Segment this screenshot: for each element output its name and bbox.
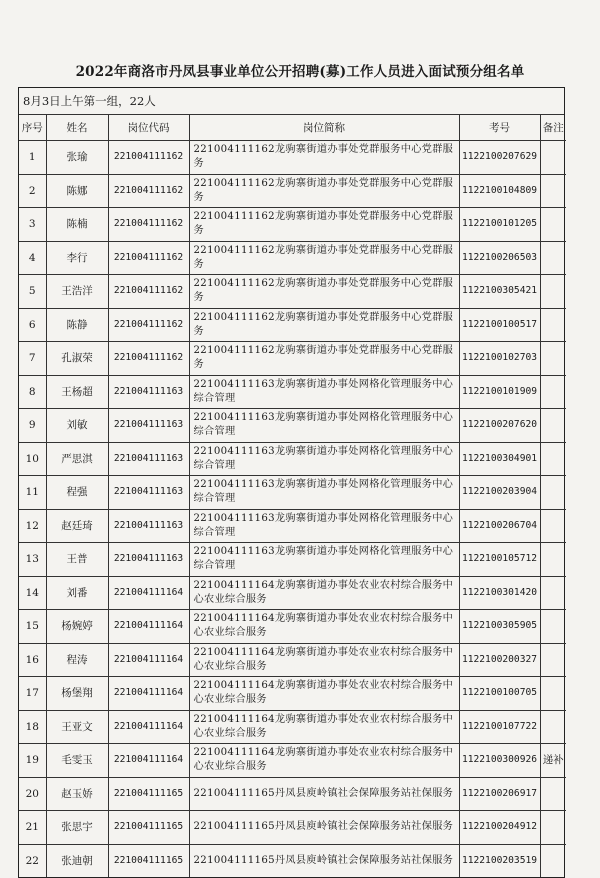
table-row: [19, 576, 566, 610]
cell-note: [540, 141, 566, 175]
table-row: [19, 308, 566, 342]
table-row: [19, 509, 566, 543]
cell-no: 18: [19, 710, 46, 744]
cell-exam-no: 1122100206917: [459, 777, 540, 811]
cell-no: 11: [19, 476, 46, 510]
cell-name: 陈静: [46, 308, 108, 342]
cell-position: 221004111162龙驹寨街道办事处党群服务中心党群服务: [189, 275, 459, 309]
cell-position: 221004111164龙驹寨街道办事处农业农村综合服务中心农业综合服务: [189, 576, 459, 610]
table-row: [19, 409, 566, 443]
cell-exam-no: 1122100305905: [459, 610, 540, 644]
cell-note: [540, 375, 566, 409]
cell-position: 221004111162龙驹寨街道办事处党群服务中心党群服务: [189, 241, 459, 275]
cell-name: 王普: [46, 543, 108, 577]
cell-note: [540, 610, 566, 644]
cell-note: [540, 643, 566, 677]
cell-note: [540, 409, 566, 443]
cell-no: 3: [19, 208, 46, 242]
cell-exam-no: 1122100206704: [459, 509, 540, 543]
cell-code: 221004111165: [108, 777, 189, 811]
cell-exam-no: 1122100300926: [459, 744, 540, 778]
cell-exam-no: 1122100101909: [459, 375, 540, 409]
cell-no: 12: [19, 509, 46, 543]
header-exam-no: 考号: [459, 115, 540, 141]
cell-code: 221004111162: [108, 342, 189, 376]
cell-exam-no: 1122100206503: [459, 241, 540, 275]
cell-note: [540, 476, 566, 510]
table-row: [19, 342, 566, 376]
cell-code: 221004111162: [108, 275, 189, 309]
cell-code: 221004111162: [108, 241, 189, 275]
table-row: [19, 777, 566, 811]
cell-no: 13: [19, 543, 46, 577]
cell-name: 王浩洋: [46, 275, 108, 309]
cell-position: 221004111162龙驹寨街道办事处党群服务中心党群服务: [189, 174, 459, 208]
cell-note: [540, 308, 566, 342]
cell-code: 221004111164: [108, 677, 189, 711]
cell-position: 221004111164龙驹寨街道办事处农业农村综合服务中心农业综合服务: [189, 677, 459, 711]
cell-name: 王杨超: [46, 375, 108, 409]
roster-table: [19, 115, 566, 877]
cell-name: 张思宇: [46, 811, 108, 845]
cell-exam-no: 1122100301420: [459, 576, 540, 610]
table-row: [19, 744, 566, 778]
cell-code: 221004111164: [108, 744, 189, 778]
cell-note: [540, 710, 566, 744]
header-no: 序号: [19, 115, 46, 141]
cell-code: 221004111165: [108, 811, 189, 845]
cell-exam-no: 1122100305421: [459, 275, 540, 309]
cell-name: 杨婉婷: [46, 610, 108, 644]
table-row: [19, 275, 566, 309]
cell-name: 刘番: [46, 576, 108, 610]
cell-position: 221004111164龙驹寨街道办事处农业农村综合服务中心农业综合服务: [189, 710, 459, 744]
cell-position: 221004111163龙驹寨街道办事处网格化管理服务中心综合管理: [189, 543, 459, 577]
roster-sheet: [18, 87, 565, 878]
table-row: [19, 141, 566, 175]
cell-note: [540, 174, 566, 208]
cell-exam-no: 1122100104809: [459, 174, 540, 208]
cell-code: 221004111163: [108, 509, 189, 543]
cell-code: 221004111163: [108, 476, 189, 510]
cell-name: 赵玉娇: [46, 777, 108, 811]
table-row: [19, 811, 566, 845]
cell-note: [540, 811, 566, 845]
table-row: [19, 844, 566, 877]
cell-no: 17: [19, 677, 46, 711]
cell-no: 14: [19, 576, 46, 610]
cell-position: 221004111165丹凤县庾岭镇社会保障服务站社保服务: [189, 844, 459, 877]
cell-code: 221004111163: [108, 543, 189, 577]
cell-exam-no: 1122100204912: [459, 811, 540, 845]
cell-no: 19: [19, 744, 46, 778]
cell-exam-no: 1122100101205: [459, 208, 540, 242]
header-note: 备注: [540, 115, 566, 141]
cell-exam-no: 1122100107722: [459, 710, 540, 744]
cell-no: 9: [19, 409, 46, 443]
cell-position: 221004111164龙驹寨街道办事处农业农村综合服务中心农业综合服务: [189, 610, 459, 644]
cell-no: 2: [19, 174, 46, 208]
document-title: 2022年商洛市丹凤县事业单位公开招聘(募)工作人员进入面试预分组名单: [75, 64, 525, 80]
cell-exam-no: 1122100100705: [459, 677, 540, 711]
table-row: [19, 643, 566, 677]
cell-code: 221004111163: [108, 375, 189, 409]
cell-exam-no: 1122100200327: [459, 643, 540, 677]
cell-code: 221004111164: [108, 610, 189, 644]
header-position: 岗位简称: [189, 115, 459, 141]
cell-code: 221004111163: [108, 442, 189, 476]
table-row: [19, 476, 566, 510]
table-row: [19, 543, 566, 577]
cell-code: 221004111164: [108, 710, 189, 744]
cell-code: 221004111164: [108, 576, 189, 610]
table-row: [19, 208, 566, 242]
group-info: 8月3日上午第一组，22人: [19, 88, 564, 115]
cell-position: 221004111165丹凤县庾岭镇社会保障服务站社保服务: [189, 811, 459, 845]
cell-position: 221004111164龙驹寨街道办事处农业农村综合服务中心农业综合服务: [189, 744, 459, 778]
cell-position: 221004111163龙驹寨街道办事处网格化管理服务中心综合管理: [189, 409, 459, 443]
table-row: [19, 241, 566, 275]
cell-position: 221004111163龙驹寨街道办事处网格化管理服务中心综合管理: [189, 375, 459, 409]
cell-exam-no: 1122100105712: [459, 543, 540, 577]
cell-no: 21: [19, 811, 46, 845]
cell-name: 李行: [46, 241, 108, 275]
table-row: [19, 710, 566, 744]
cell-note: [540, 677, 566, 711]
cell-position: 221004111163龙驹寨街道办事处网格化管理服务中心综合管理: [189, 442, 459, 476]
cell-position: 221004111162龙驹寨街道办事处党群服务中心党群服务: [189, 342, 459, 376]
cell-exam-no: 1122100100517: [459, 308, 540, 342]
cell-exam-no: 1122100102703: [459, 342, 540, 376]
cell-name: 王亚文: [46, 710, 108, 744]
cell-code: 221004111162: [108, 308, 189, 342]
cell-code: 221004111162: [108, 141, 189, 175]
cell-name: 张瑜: [46, 141, 108, 175]
cell-no: 22: [19, 844, 46, 877]
cell-exam-no: 1122100203519: [459, 844, 540, 877]
cell-note: [540, 844, 566, 877]
cell-name: 陈娜: [46, 174, 108, 208]
cell-no: 8: [19, 375, 46, 409]
table-row: [19, 677, 566, 711]
cell-note: [540, 777, 566, 811]
header-code: 岗位代码: [108, 115, 189, 141]
cell-note: [540, 509, 566, 543]
cell-name: 孔淑荣: [46, 342, 108, 376]
cell-name: 赵廷琦: [46, 509, 108, 543]
cell-no: 5: [19, 275, 46, 309]
cell-name: 程强: [46, 476, 108, 510]
cell-no: 1: [19, 141, 46, 175]
cell-code: 221004111162: [108, 174, 189, 208]
cell-exam-no: 1122100203904: [459, 476, 540, 510]
cell-position: 221004111164龙驹寨街道办事处农业农村综合服务中心农业综合服务: [189, 643, 459, 677]
cell-exam-no: 1122100304901: [459, 442, 540, 476]
cell-name: 毛雯玉: [46, 744, 108, 778]
cell-no: 20: [19, 777, 46, 811]
cell-name: 程涛: [46, 643, 108, 677]
table-row: [19, 174, 566, 208]
table-header-row: [19, 115, 566, 141]
cell-no: 10: [19, 442, 46, 476]
cell-note: [540, 275, 566, 309]
cell-position: 221004111163龙驹寨街道办事处网格化管理服务中心综合管理: [189, 509, 459, 543]
cell-code: 221004111163: [108, 409, 189, 443]
cell-code: 221004111165: [108, 844, 189, 877]
cell-name: 刘敏: [46, 409, 108, 443]
cell-no: 4: [19, 241, 46, 275]
table-row: [19, 610, 566, 644]
cell-name: 陈楠: [46, 208, 108, 242]
cell-code: 221004111164: [108, 643, 189, 677]
table-row: [19, 375, 566, 409]
cell-no: 7: [19, 342, 46, 376]
cell-position: 221004111162龙驹寨街道办事处党群服务中心党群服务: [189, 208, 459, 242]
cell-position: 221004111163龙驹寨街道办事处网格化管理服务中心综合管理: [189, 476, 459, 510]
cell-position: 221004111162龙驹寨街道办事处党群服务中心党群服务: [189, 141, 459, 175]
cell-note: [540, 208, 566, 242]
cell-no: 16: [19, 643, 46, 677]
cell-name: 严思淇: [46, 442, 108, 476]
cell-note: [540, 241, 566, 275]
header-name: 姓名: [46, 115, 108, 141]
cell-exam-no: 1122100207629: [459, 141, 540, 175]
cell-position: 221004111165丹凤县庾岭镇社会保障服务站社保服务: [189, 777, 459, 811]
cell-note: [540, 342, 566, 376]
cell-note: [540, 442, 566, 476]
cell-note: [540, 576, 566, 610]
cell-position: 221004111162龙驹寨街道办事处党群服务中心党群服务: [189, 308, 459, 342]
cell-name: 杨堡翔: [46, 677, 108, 711]
cell-note: [540, 543, 566, 577]
cell-name: 张迪朝: [46, 844, 108, 877]
cell-note: 递补: [540, 744, 566, 778]
cell-exam-no: 1122100207620: [459, 409, 540, 443]
table-row: [19, 442, 566, 476]
cell-no: 15: [19, 610, 46, 644]
cell-code: 221004111162: [108, 208, 189, 242]
cell-no: 6: [19, 308, 46, 342]
